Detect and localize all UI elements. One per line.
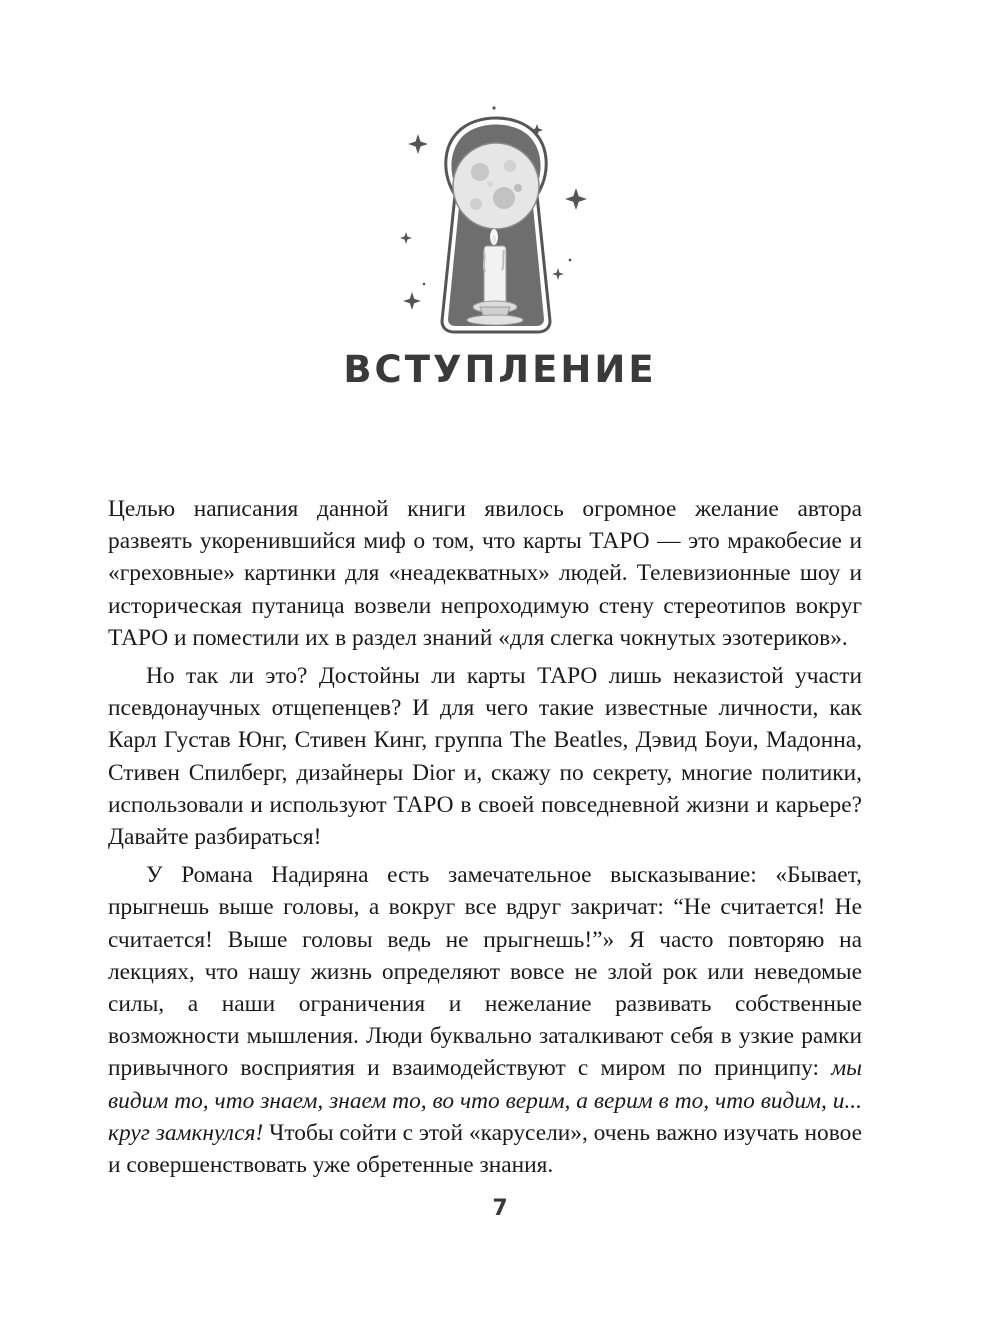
paragraph bbox=[108, 859, 862, 1181]
keyhole-moon-candle-icon bbox=[392, 100, 602, 335]
sparkle-icon bbox=[400, 232, 412, 244]
paragraph: Но так ли это? Достойны ли карты ТАРО лишь неказистой участи псевдонаучных отщепенцев? И для чего такие известные личности, как Карл Густав Юнг, Стивен Кинг, группа The Beatles, Дэвид Боуи, Мадонна, Стивен Спилберг, дизайнеры Dior и, скажу по секрету, многие политики, использовали и используют ТАРО в своей повседневной жизни и карьере? Давайте разбираться! bbox=[108, 663, 862, 851]
paragraph-text: У Романа Надиряна есть замечательное высказывание: «Бывает, прыгнешь выше головы, а вокруг все вдруг закричат: “Не считается! Не считается! Выше головы ведь не прыгнешь!”» Я часто повторяю на лекциях, что нашу жизнь определяют вовсе не злой рок или неведомые силы, а наши ограничения и нежелание развивать собственные возможности мышления. Люди буквально заталкивают себя в узкие рамки привычного восприятия и взаимодействуют с миром по принципу: bbox=[108, 862, 862, 1082]
paragraph-text: Чтобы сойти с этой «карусели», очень важно изучать новое и совершенствовать уже обретенные знания. bbox=[108, 1119, 863, 1179]
paragraph: Целью написания данной книги явилось огромное желание автора развеять укоренившийся миф о том, что карты ТАРО — это мракобесие и «греховные» картинки для «неадекватных» людей. Телевизионные шоу и историческая путаница возвели непроходимую стену стереотипов вокруг ТАРО и поместили их в раздел знаний «для слегка чокнутых эзотериков». bbox=[108, 496, 862, 651]
italic-quote: мы видим то, что знаем, знаем то, во что верим, а верим в то, что видим, и... круг замкнулся! bbox=[108, 1055, 862, 1146]
sparkle-icon bbox=[565, 188, 587, 210]
sparkle-icon bbox=[408, 134, 428, 154]
page-number: 7 bbox=[492, 1196, 508, 1221]
sparkle-icon bbox=[403, 292, 421, 310]
sparkle-icon bbox=[552, 268, 564, 280]
chapter-title: ВСТУПЛЕНИЕ bbox=[343, 348, 657, 391]
body-text bbox=[108, 493, 862, 1187]
